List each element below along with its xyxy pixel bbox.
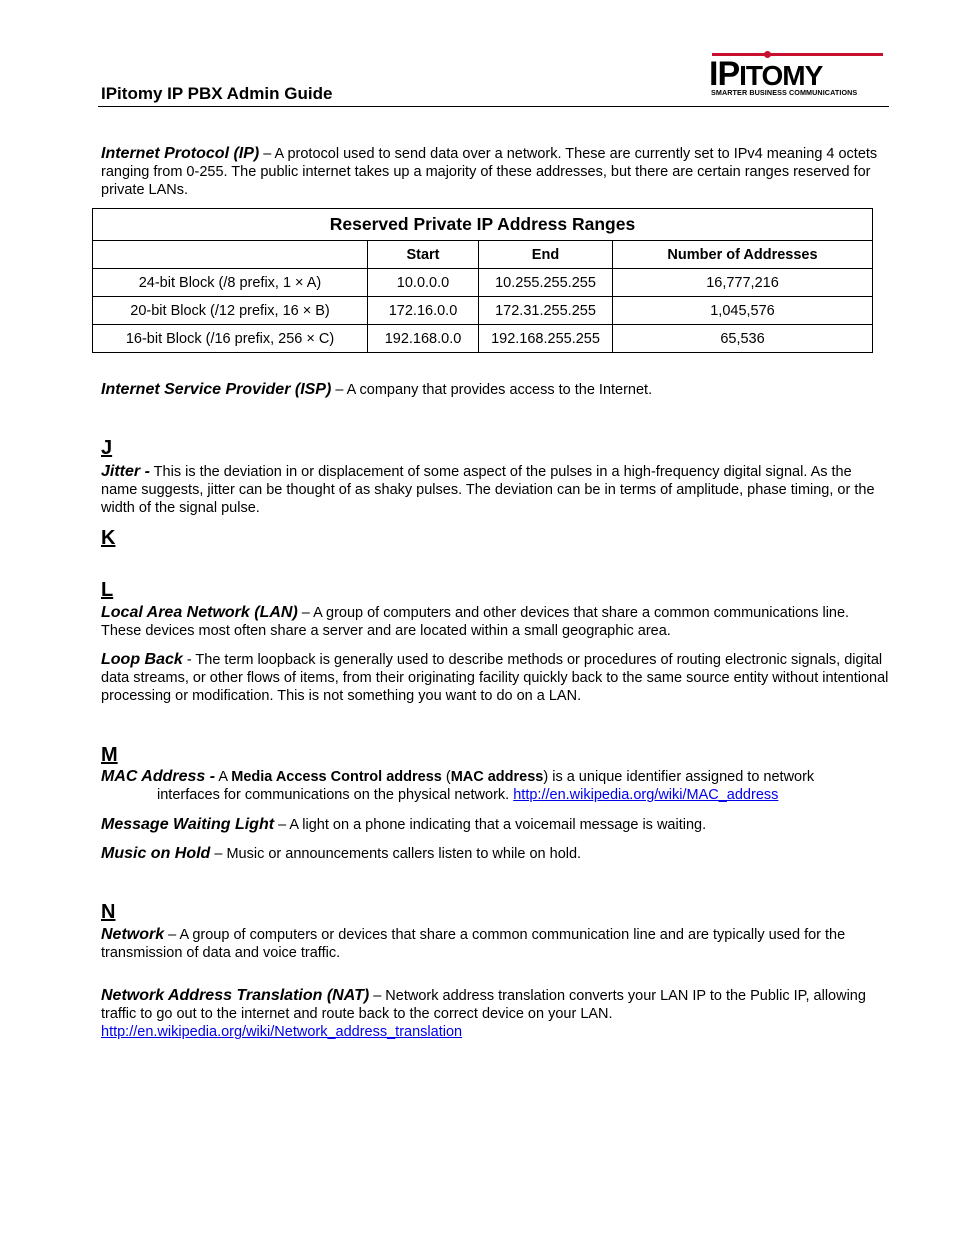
section-letter-k: K <box>101 527 116 549</box>
table-row: 16-bit Block (/16 prefix, 256 × C) 192.168.0.0 192.168.255.255 65,536 <box>93 325 873 353</box>
logo-wordmark: IPITOMY <box>709 55 823 93</box>
section-letter-j: J <box>101 437 113 459</box>
entry-music-on-hold: Music on Hold – Music or announcements callers listen to while on hold. <box>101 845 582 862</box>
section-letter-l: L <box>101 579 114 601</box>
table-header <box>93 241 368 269</box>
table-header: Number of Addresses <box>613 241 873 269</box>
ip-ranges-table <box>92 208 873 353</box>
entry-message-waiting-light: Message Waiting Light – A light on a phone indicating that a voicemail message is waiting. <box>101 816 707 833</box>
section-letter-m: M <box>101 744 118 766</box>
mac-address-link[interactable]: http://en.wikipedia.org/wiki/MAC_address <box>513 787 779 803</box>
page-header-title: IPitomy IP PBX Admin Guide <box>101 84 333 103</box>
entry-network: Network – A group of computers or devices that share a common communication line and are typically used for the transmission of data and voice traffic. <box>101 926 846 961</box>
table-caption: Reserved Private IP Address Ranges <box>93 209 873 241</box>
entry-isp: Internet Service Provider (ISP) – A company that provides access to the Internet. <box>101 381 653 398</box>
entry-nat: Network Address Translation (NAT) – Network address translation converts your LAN IP to the Public IP, allowing traffic to go out to the internet and route back to the correct device on your LAN. http://en.wikipedia.org/wiki/Network_address_translation <box>101 987 866 1040</box>
ipitomy-logo <box>709 49 887 99</box>
table-row: 24-bit Block (/8 prefix, 1 × A) 10.0.0.0 10.255.255.255 16,777,216 <box>93 269 873 297</box>
logo-tagline: SMARTER BUSINESS COMMUNICATIONS <box>711 88 858 97</box>
table-header: Start <box>368 241 479 269</box>
entry-ip: Internet Protocol (IP) – A protocol used to send data over a network. These are currently set to IPv4 meaning 4 octets ranging from 0-255. The public internet takes up a majority of these addresses, but there are certain ranges reserved for private LANs. <box>101 145 878 198</box>
entry-loopback: Loop Back - The term loopback is generally used to describe methods or procedures of routing electronic signals, digital data streams, or other flows of items, from their originating facility quickly back to the same source entity without intentional processing or modification. This is not something you want to do on a LAN. <box>101 651 889 704</box>
section-letter-n: N <box>101 901 116 923</box>
header-rule <box>98 106 889 107</box>
nat-link[interactable]: http://en.wikipedia.org/wiki/Network_address_translation <box>101 1024 463 1040</box>
table-header: End <box>479 241 613 269</box>
entry-lan: Local Area Network (LAN) – A group of computers and other devices that share a common communications line. These devices most often share a server and are located within a small geographic area. <box>101 604 850 639</box>
entry-jitter: Jitter - This is the deviation in or displacement of some aspect of the pulses in a high-frequency digital signal. As the name suggests, jitter can be thought of as shaky pulses. The deviation can be in terms of amplitude, phase timing, or the width of the signal pulse. <box>101 463 875 516</box>
entry-mac: MAC Address - A Media Access Control address (MAC address) is a unique identifier assigned to network interfaces for communications on the physical network. http://en.wikipedia.org/wiki/MAC_address <box>101 768 815 803</box>
table-row: 20-bit Block (/12 prefix, 16 × B) 172.16.0.0 172.31.255.255 1,045,576 <box>93 297 873 325</box>
